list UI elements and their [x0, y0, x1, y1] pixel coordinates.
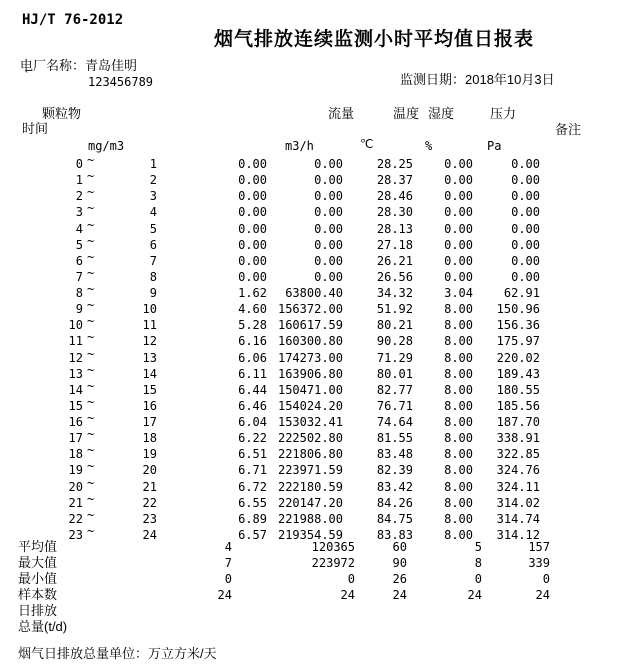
hour-to-cell: 14: [142, 366, 157, 381]
hour-from-cell: 11: [68, 334, 83, 349]
pressure-value-cell: 0.00: [511, 189, 540, 204]
humidity-value-cell: 8.00: [444, 366, 473, 381]
summary-value-cell: 90: [392, 556, 407, 570]
flow-value-cell: 222502.80: [277, 431, 343, 446]
humidity-value-cell: 8.00: [444, 415, 473, 430]
pressure-value-cell: 322.85: [496, 447, 540, 462]
summary-value-cell: 24: [467, 588, 482, 602]
humidity-value-cell: 8.00: [444, 495, 473, 510]
summary-value-cell: 26: [392, 572, 407, 586]
summary-value-cell: 7: [224, 556, 232, 570]
flow-value-cell: 154024.20: [277, 398, 343, 413]
hour-from-cell: 3: [75, 205, 83, 220]
hour-to-cell: 18: [142, 431, 157, 446]
hour-range-tilde: ~: [87, 346, 95, 361]
hour-range-tilde: ~: [87, 394, 95, 409]
temp-value-cell: 26.21: [376, 253, 413, 268]
hour-to-cell: 7: [149, 253, 157, 268]
unit-flow: m3/h: [285, 139, 314, 153]
flow-value-cell: 221806.80: [277, 447, 343, 462]
humidity-value-cell: 0.00: [444, 189, 473, 204]
summary-value-cell: 157: [528, 540, 550, 554]
hour-range-tilde: ~: [87, 362, 95, 377]
col-header-remark: 备注: [555, 122, 582, 137]
pressure-value-cell: 324.76: [496, 463, 540, 478]
hour-range-tilde: ~: [87, 282, 95, 297]
dust-value-cell: 6.57: [238, 527, 267, 542]
dust-value-cell: 6.46: [238, 398, 267, 413]
humidity-value-cell: 0.00: [444, 253, 473, 268]
pressure-value-cell: 338.91: [496, 431, 540, 446]
dust-value-cell: 6.55: [238, 495, 267, 510]
dust-value-cell: 0.00: [238, 173, 267, 188]
hour-range-tilde: ~: [87, 169, 95, 184]
flow-value-cell: 150471.00: [277, 382, 343, 397]
temp-value-cell: 80.21: [376, 318, 413, 333]
humidity-value-cell: 0.00: [444, 173, 473, 188]
hour-to-cell: 2: [149, 173, 157, 188]
flow-value-cell: 153032.41: [277, 415, 343, 430]
temp-value-cell: 34.32: [376, 286, 413, 301]
summary-label: 日排放: [18, 603, 58, 618]
hour-to-cell: 23: [142, 511, 157, 526]
hour-range-tilde: ~: [87, 411, 95, 426]
humidity-value-cell: 8.00: [444, 431, 473, 446]
hour-from-cell: 14: [68, 382, 83, 397]
flow-value-cell: 174273.00: [277, 350, 343, 365]
dust-value-cell: 0.00: [238, 237, 267, 252]
hour-range-tilde: ~: [87, 459, 95, 474]
hour-to-cell: 1: [149, 157, 157, 171]
hour-from-cell: 16: [68, 415, 83, 430]
summary-label: 平均值: [18, 539, 58, 554]
hour-range-tilde: ~: [87, 475, 95, 490]
summary-value-cell: 5: [474, 540, 482, 554]
hour-from-cell: 18: [68, 447, 83, 462]
plant-name-line: [20, 58, 137, 74]
dust-value-cell: 0.00: [238, 205, 267, 220]
col-header-dust: 颗粒物: [42, 106, 82, 121]
dust-value-cell: 0.00: [238, 157, 267, 171]
humidity-value-cell: 0.00: [444, 269, 473, 284]
summary-label: 最小值: [18, 571, 58, 586]
temp-value-cell: 28.37: [376, 173, 413, 188]
summary-row: [0, 539, 622, 555]
humidity-value-cell: 8.00: [444, 463, 473, 478]
summary-value-cell: 24: [217, 588, 232, 602]
flow-value-cell: 0.00: [314, 253, 343, 268]
dust-value-cell: 0.00: [238, 269, 267, 284]
pressure-value-cell: 0.00: [511, 173, 540, 188]
hour-from-cell: 21: [68, 495, 83, 510]
humidity-value-cell: 8.00: [444, 318, 473, 333]
humidity-value-cell: 8.00: [444, 334, 473, 349]
flow-value-cell: 0.00: [314, 189, 343, 204]
hour-range-tilde: ~: [87, 201, 95, 216]
humidity-value-cell: 8.00: [444, 382, 473, 397]
hour-from-cell: 7: [75, 269, 83, 284]
temp-value-cell: 27.18: [376, 237, 413, 252]
hour-from-cell: 23: [68, 527, 83, 542]
hour-range-tilde: ~: [87, 491, 95, 506]
hour-to-cell: 6: [149, 237, 157, 252]
dust-value-cell: 0.00: [238, 221, 267, 236]
hour-from-cell: 10: [68, 318, 83, 333]
flow-value-cell: 0.00: [314, 221, 343, 236]
dust-value-cell: 4.60: [238, 302, 267, 317]
pressure-value-cell: 0.00: [511, 253, 540, 268]
humidity-value-cell: 0.00: [444, 221, 473, 236]
humidity-value-cell: 8.00: [444, 350, 473, 365]
hour-range-tilde: ~: [87, 185, 95, 200]
hour-to-cell: 17: [142, 415, 157, 430]
unit-humidity: %: [425, 139, 433, 153]
hour-from-cell: 9: [75, 302, 83, 317]
dust-value-cell: 1.62: [238, 286, 267, 301]
hour-range-tilde: ~: [87, 153, 95, 167]
flow-value-cell: 222180.59: [277, 479, 343, 494]
flow-value-cell: 221988.00: [277, 511, 343, 526]
hour-to-cell: 16: [142, 398, 157, 413]
monitor-date-line: [400, 72, 555, 88]
temp-value-cell: 84.75: [376, 511, 413, 526]
standard-code: HJ/T 76-2012: [22, 12, 124, 28]
pressure-value-cell: 189.43: [496, 366, 540, 381]
humidity-value-cell: 8.00: [444, 447, 473, 462]
temp-value-cell: 76.71: [376, 398, 413, 413]
col-header-flow: 流量: [328, 106, 355, 121]
hour-from-cell: 12: [68, 350, 83, 365]
dust-value-cell: 6.06: [238, 350, 267, 365]
plant-name-value: 青岛佳明: [85, 58, 138, 73]
col-header-temp: 温度: [393, 106, 420, 121]
temp-value-cell: 28.46: [376, 189, 413, 204]
hour-range-tilde: ~: [87, 507, 95, 522]
hour-range-tilde: ~: [87, 427, 95, 442]
unit-pressure: Pa: [487, 139, 502, 153]
hour-range-tilde: ~: [87, 314, 95, 329]
temp-value-cell: 28.25: [376, 157, 413, 171]
temp-value-cell: 51.92: [376, 302, 413, 317]
temp-value-cell: 26.56: [376, 269, 413, 284]
hour-to-cell: 19: [142, 447, 157, 462]
summary-value-cell: 0: [347, 572, 355, 586]
flow-value-cell: 63800.40: [285, 286, 343, 301]
hour-range-tilde: ~: [87, 378, 95, 393]
temp-value-cell: 28.13: [376, 221, 413, 236]
humidity-value-cell: 0.00: [444, 237, 473, 252]
temp-value-cell: 83.83: [376, 527, 413, 542]
summary-row: [0, 603, 622, 619]
summary-value-cell: 339: [528, 556, 550, 570]
temp-value-cell: 71.29: [376, 350, 413, 365]
summary-label: 最大值: [18, 555, 58, 570]
col-header-time: 时间: [22, 121, 49, 136]
unit-temp: ℃: [360, 137, 374, 151]
hour-from-cell: 5: [75, 237, 83, 252]
dust-value-cell: 0.00: [238, 253, 267, 268]
hour-from-cell: 8: [75, 286, 83, 301]
pressure-value-cell: 314.12: [496, 527, 540, 542]
hour-to-cell: 5: [149, 221, 157, 236]
summary-label: 总量(t/d): [18, 619, 68, 634]
summary-row: [0, 555, 622, 571]
flow-value-cell: 160617.59: [277, 318, 343, 333]
hour-range-tilde: ~: [87, 523, 95, 538]
dust-value-cell: 6.89: [238, 511, 267, 526]
flow-value-cell: 0.00: [314, 269, 343, 284]
flow-value-cell: 163906.80: [277, 366, 343, 381]
hour-range-tilde: ~: [87, 330, 95, 345]
summary-value-cell: 0: [224, 572, 232, 586]
hour-from-cell: 22: [68, 511, 83, 526]
hour-from-cell: 0: [75, 157, 83, 171]
humidity-value-cell: 0.00: [444, 205, 473, 220]
dust-value-cell: 6.11: [238, 366, 267, 381]
unit-dust: mg/m3: [88, 139, 125, 153]
pressure-value-cell: 220.02: [496, 350, 540, 365]
pressure-value-cell: 0.00: [511, 205, 540, 220]
hour-range-tilde: ~: [87, 298, 95, 313]
plant-code: 123456789: [88, 75, 154, 89]
summary-value-cell: 4: [224, 540, 232, 554]
hour-range-tilde: ~: [87, 217, 95, 232]
pressure-value-cell: 0.00: [511, 221, 540, 236]
pressure-value-cell: 324.11: [496, 479, 540, 494]
pressure-value-cell: 180.55: [496, 382, 540, 397]
temp-value-cell: 74.64: [376, 415, 413, 430]
pressure-value-cell: 62.91: [503, 286, 540, 301]
flow-value-cell: 219354.59: [277, 527, 343, 542]
monitor-date-label: 监测日期：: [400, 72, 466, 87]
dust-value-cell: 0.00: [238, 189, 267, 204]
pressure-value-cell: 156.36: [496, 318, 540, 333]
hour-to-cell: 20: [142, 463, 157, 478]
hour-to-cell: 9: [149, 286, 157, 301]
dust-value-cell: 6.51: [238, 447, 267, 462]
dust-value-cell: 6.16: [238, 334, 267, 349]
pressure-value-cell: 185.56: [496, 398, 540, 413]
temp-value-cell: 84.26: [376, 495, 413, 510]
hour-to-cell: 13: [142, 350, 157, 365]
summary-value-cell: 60: [392, 540, 407, 554]
humidity-value-cell: 3.04: [444, 286, 473, 301]
temp-value-cell: 82.39: [376, 463, 413, 478]
hour-from-cell: 2: [75, 189, 83, 204]
summary-value-cell: 24: [340, 588, 355, 602]
pressure-value-cell: 150.96: [496, 302, 540, 317]
hour-from-cell: 17: [68, 431, 83, 446]
temp-value-cell: 28.30: [376, 205, 413, 220]
hour-from-cell: 19: [68, 463, 83, 478]
temp-value-cell: 82.77: [376, 382, 413, 397]
dust-value-cell: 6.44: [238, 382, 267, 397]
summary-value-cell: 0: [542, 572, 550, 586]
summary-row: [0, 571, 622, 587]
hour-to-cell: 22: [142, 495, 157, 510]
pressure-value-cell: 314.74: [496, 511, 540, 526]
col-header-pressure: 压力: [490, 106, 517, 121]
summary-value-cell: 0: [474, 572, 482, 586]
temp-value-cell: 83.48: [376, 447, 413, 462]
temp-value-cell: 90.28: [376, 334, 413, 349]
hour-from-cell: 4: [75, 221, 83, 236]
dust-value-cell: 5.28: [238, 318, 267, 333]
humidity-value-cell: 8.00: [444, 398, 473, 413]
hour-from-cell: 6: [75, 253, 83, 268]
hour-from-cell: 15: [68, 398, 83, 413]
pressure-value-cell: 314.02: [496, 495, 540, 510]
hour-to-cell: 8: [149, 269, 157, 284]
summary-value-cell: 223972: [311, 556, 355, 570]
temp-value-cell: 83.42: [376, 479, 413, 494]
hour-to-cell: 12: [142, 334, 157, 349]
humidity-value-cell: 8.00: [444, 479, 473, 494]
pressure-value-cell: 0.00: [511, 237, 540, 252]
summary-value-cell: 24: [392, 588, 407, 602]
hour-to-cell: 10: [142, 302, 157, 317]
dust-value-cell: 6.04: [238, 415, 267, 430]
pressure-value-cell: 187.70: [496, 415, 540, 430]
pressure-value-cell: 0.00: [511, 269, 540, 284]
summary-label: 样本数: [18, 587, 58, 602]
flow-value-cell: 156372.00: [277, 302, 343, 317]
hour-from-cell: 13: [68, 366, 83, 381]
hour-to-cell: 4: [149, 205, 157, 220]
hour-range-tilde: ~: [87, 443, 95, 458]
temp-value-cell: 81.55: [376, 431, 413, 446]
humidity-value-cell: 0.00: [444, 157, 473, 171]
report-title: 烟气排放连续监测小时平均值日报表: [214, 29, 535, 50]
dust-value-cell: 6.71: [238, 463, 267, 478]
hour-from-cell: 1: [75, 173, 83, 188]
pressure-value-cell: 0.00: [511, 157, 540, 171]
flow-value-cell: 0.00: [314, 173, 343, 188]
hour-range-tilde: ~: [87, 249, 95, 264]
hour-to-cell: 24: [142, 527, 157, 542]
col-header-humidity: 湿度: [428, 106, 455, 121]
plant-name-label: 电厂名称：: [20, 58, 86, 73]
summary-row: [0, 587, 622, 603]
hour-to-cell: 21: [142, 479, 157, 494]
summary-value-cell: 8: [474, 556, 482, 570]
humidity-value-cell: 8.00: [444, 511, 473, 526]
hour-range-tilde: ~: [87, 265, 95, 280]
hour-to-cell: 3: [149, 189, 157, 204]
flow-value-cell: 0.00: [314, 237, 343, 252]
flow-value-cell: 220147.20: [277, 495, 343, 510]
hour-to-cell: 11: [142, 318, 157, 333]
summary-value-cell: 24: [535, 588, 550, 602]
hour-from-cell: 20: [68, 479, 83, 494]
flow-value-cell: 0.00: [314, 205, 343, 220]
temp-value-cell: 80.01: [376, 366, 413, 381]
dust-value-cell: 6.72: [238, 479, 267, 494]
stray-backtick: `: [23, 69, 31, 83]
summary-value-cell: 120365: [311, 540, 355, 554]
flow-value-cell: 0.00: [314, 157, 343, 171]
hour-range-tilde: ~: [87, 233, 95, 248]
humidity-value-cell: 8.00: [444, 527, 473, 542]
dust-value-cell: 6.22: [238, 431, 267, 446]
pressure-value-cell: 175.97: [496, 334, 540, 349]
flow-value-cell: 223971.59: [277, 463, 343, 478]
flow-value-cell: 160300.80: [277, 334, 343, 349]
hour-to-cell: 15: [142, 382, 157, 397]
humidity-value-cell: 8.00: [444, 302, 473, 317]
footer-unit-note: 烟气日排放总量单位：万立方米/天: [18, 646, 217, 661]
monitor-date-value: 2018年10月3日: [465, 72, 555, 87]
summary-row: [0, 619, 622, 635]
